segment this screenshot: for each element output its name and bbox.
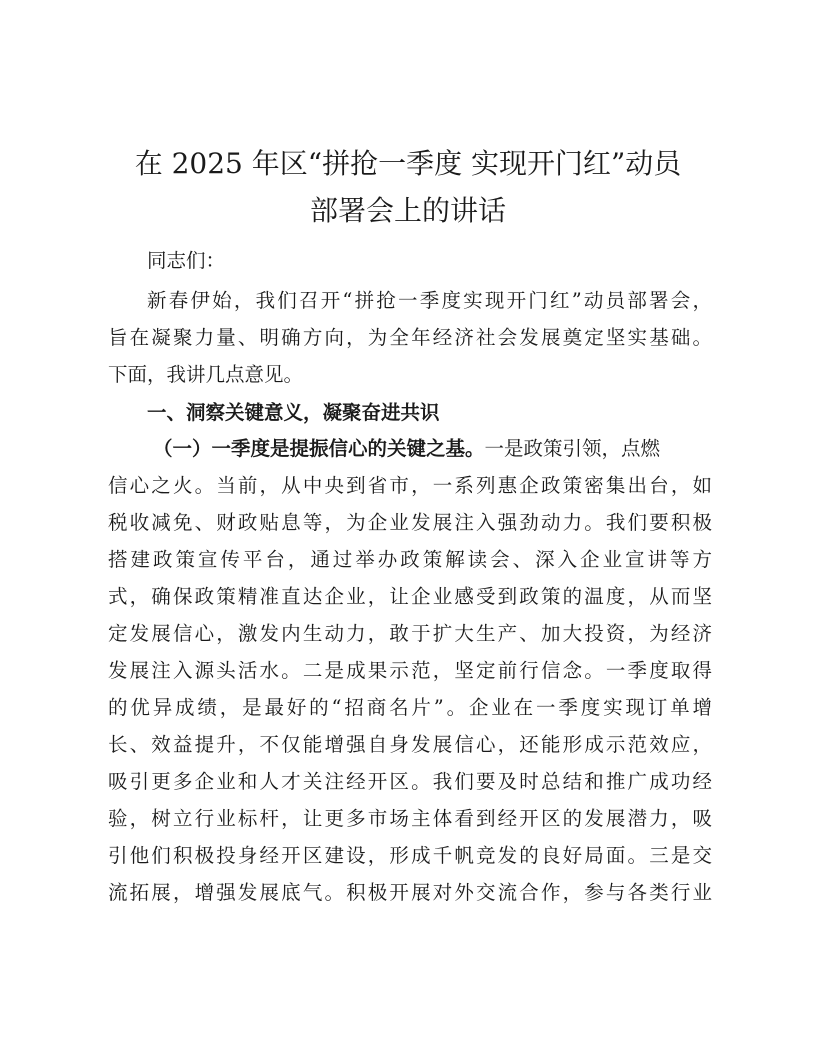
intro-line-2: 旨在凝聚力量、明确方向，为全年经济社会发展奠定坚实基础。 [108, 326, 712, 349]
intro-line-1: 新春伊始，我们召开“拼抢一季度实现开门红”动员部署会， [147, 289, 712, 312]
body-line-7: 发展注入源头活水。二是成果示范，坚定前行信念。一季度取得 [108, 659, 712, 682]
body-line-2: 信心之火。当前，从中央到省市，一系列惠企政策密集出台，如 [108, 474, 712, 497]
section-1-heading: 一、洞察关键意义，凝聚奋进共识 [147, 401, 440, 424]
body-line-11: 验，树立行业标杆，让更多市场主体看到经开区的发展潜力，吸 [108, 807, 712, 830]
intro-line-3: 下面，我讲几点意见。 [108, 363, 304, 386]
body-line-10: 吸引更多企业和人才关注经开区。我们要及时总结和推广成功经 [108, 770, 712, 793]
body-line-8: 的优异成绩，是最好的“招商名片”。企业在一季度实现订单增 [108, 696, 712, 719]
body-line-1: 一是政策引领，点燃 [484, 437, 661, 460]
body-line-5: 式，确保政策精准直达企业，让企业感受到政策的温度，从而坚 [108, 585, 712, 608]
body-line-4: 搭建政策宣传平台，通过举办政策解读会、深入企业宣讲等方 [108, 548, 712, 571]
body-line-6: 定发展信心，激发内生动力，敢于扩大生产、加大投资，为经济 [108, 622, 712, 645]
document-title-line-1: 在 2025 年区“拼抢一季度 实现开门红”动员 [134, 147, 682, 180]
body-line-12: 引他们积极投身经开区建设，形成千帆竞发的良好局面。三是交 [108, 844, 712, 867]
body-line-9: 长、效益提升，不仅能增强自身发展信心，还能形成示范效应， [108, 733, 712, 756]
subsection-1-paragraph-start [153, 434, 712, 464]
body-line-13: 流拓展，增强发展底气。积极开展对外交流合作，参与各类行业 [108, 881, 712, 904]
subsection-1-label: （一）一季度是提振信心的关键之基。 [153, 437, 485, 460]
greeting: 同志们： [147, 249, 226, 272]
body-line-3: 税收减免、财政贴息等，为企业发展注入强劲动力。我们要积极 [108, 511, 712, 534]
document-title-line-2: 部署会上的讲话 [309, 194, 506, 227]
